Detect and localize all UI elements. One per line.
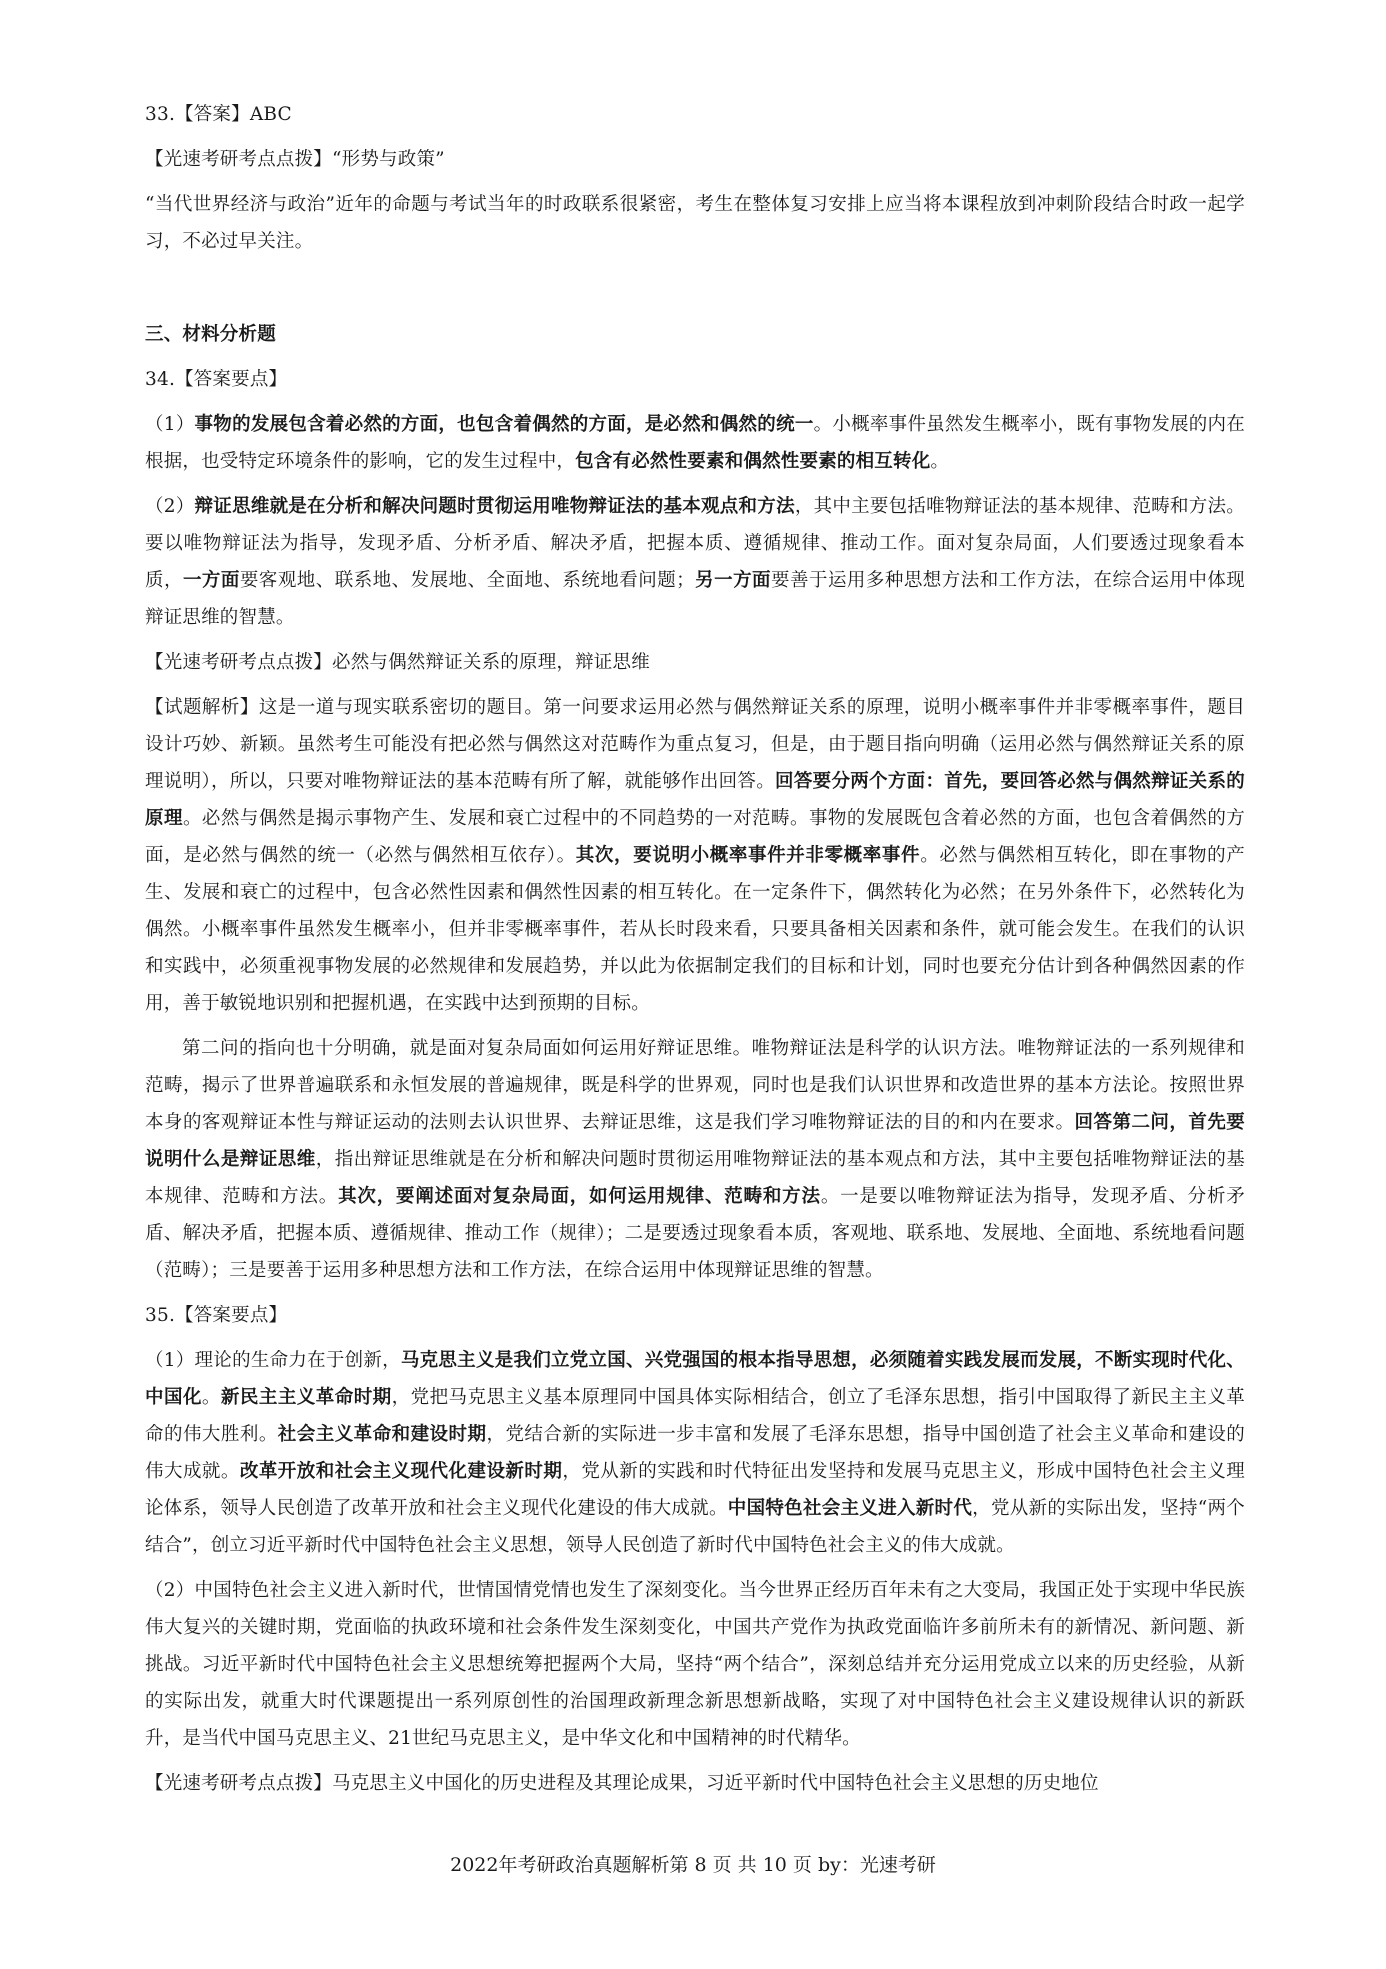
bold-run: 中国特色社会主义进入新时代 xyxy=(727,1498,973,1519)
q34-point-2 xyxy=(145,488,1245,636)
q35-tip: 【光速考研考点点拨】马克思主义中国化的历史进程及其理论成果，习近平新时代中国特色社会主义思想的历史地位 xyxy=(145,1773,1099,1794)
q33-tip-body: “当代世界经济与政治”近年的命题与考试当年的时政联系很紧密，考生在整体复习安排上应当将本课程放到冲刺阶段结合时政一起学习，不必过早关注。 xyxy=(145,194,1245,252)
section-title: 三、材料分析题 xyxy=(145,324,276,345)
bold-run: 马克思主义是我们立党立国、兴党强国的根本指导思想，必须随着实践发展而发展，不断实现时代化、中国化 xyxy=(145,1350,1245,1408)
text-run: （1） xyxy=(145,414,195,435)
q34-analysis-1 xyxy=(145,689,1245,1022)
bold-run: 改革开放和社会主义现代化建设新时期 xyxy=(239,1461,563,1482)
text-run: 。必然与偶然是揭示事物产生、发展和衰亡过程中的不同趋势的一对范畴。事物的发展既包含着必然的方面，也包含着偶然的方面，是必然与偶然的统一（必然与偶然相互依存）。 xyxy=(145,808,1245,866)
bold-run: 包含有必然性要素和偶然性要素的相互转化 xyxy=(575,451,931,472)
q34-analysis-2 xyxy=(145,1030,1245,1289)
text-run: 要客观地、联系地、发展地、全面地、系统地看问题； xyxy=(239,570,695,591)
bold-run: 其次，要说明小概率事件并非零概率事件 xyxy=(575,845,921,866)
bold-run: 一方面 xyxy=(182,570,240,591)
page-footer: 2022年考研政治真题解析第 8 页 共 10 页 by：光速考研 xyxy=(450,1854,936,1876)
bold-run: 事物的发展包含着必然的方面，也包含着偶然的方面，是必然和偶然的统一 xyxy=(194,414,814,435)
q35-answer-heading: 35.【答案要点】 xyxy=(145,1305,288,1326)
text-run: （1）理论的生命力在于创新， xyxy=(145,1350,401,1371)
text-run: 第二问的指向也十分明确，就是面对复杂局面如何运用好辩证思维。唯物辩证法是科学的认识方法。唯物辩证法的一系列规律和范畴，揭示了世界普遍联系和永恒发展的普遍规律，既是科学的世界观，同时也是我们认识世界和改造世界的基本方法论。按照世界本身的客观辩证本性与辩证运动的法则去认识世界、去辩证思维，这是我们学习唯物辩证法的目的和内在要求。 xyxy=(145,1038,1245,1133)
text-run: 。 xyxy=(930,451,950,472)
bold-run: 另一方面 xyxy=(694,570,772,591)
text-run: 。必然与偶然相互转化，即在事物的产生、发展和衰亡的过程中，包含必然性因素和偶然性因素的相互转化。在一定条件下，偶然转化为必然；在另外条件下，必然转化为偶然。小概率事件虽然发生概率小，但并非零概率事件，若从长时段来看，只要具备相关因素和条件，就可能会发生。在我们的认识和实践中，必须重视事物发展的必然规律和发展趋势，并以此为依据制定我们的目标和计划，同时也要充分估计到各种偶然因素的作用，善于敏锐地识别和把握机遇，在实践中达到预期的目标。 xyxy=(145,845,1246,1014)
q35-point-1 xyxy=(145,1342,1245,1564)
bold-run: 辩证思维就是在分析和解决问题时贯彻运用唯物辩证法的基本观点和方法 xyxy=(194,496,795,517)
text-run: 。 xyxy=(201,1387,221,1408)
bold-run: 社会主义革命和建设时期 xyxy=(277,1424,487,1445)
text-run: 【试题解析】这是一道与现实联系密切的题目。第一问要求运用必然与偶然辩证关系的原理，说明小概率事件并非零概率事件，题目设计巧妙、新颖。虽然考生可能没有把必然与偶然这对范畴作为重点复习，但是，由于题目指向明确（运用必然与偶然辩证关系的原理说明），所以，只要对唯物辩证法的基本范畴有所了解，就能够作出回答。 xyxy=(145,697,1245,792)
text-run: 。小概率事件虽然发生概率小，既有事物发展的内在根据，也受特定环境条件的影响，它的发生过程中， xyxy=(145,414,1245,472)
text-run: 要善于运用多种思想方法和工作方法，在综合运用中体现辩证思维的智慧。 xyxy=(145,570,1245,628)
q34-point-1 xyxy=(145,406,1245,480)
text-run: （2）中国特色社会主义进入新时代，世情国情党情也发生了深刻变化。当今世界正经历百年未有之大变局，我国正处于实现中华民族伟大复兴的关键时期，党面临的执政环境和社会条件发生深刻变化，中国共产党作为执政党面临许多前所未有的新情况、新问题、新挑战。习近平新时代中国特色社会主义思想统筹把握两个大局，坚持“两个结合”，深刻总结并充分运用党成立以来的历史经验，从新的实际出发，就重大时代课题提出一系列原创性的治国理政新理念新思想新战略，实现了对中国特色社会主义建设规律认识的新跃升，是当代中国马克思主义、21世纪马克思主义，是中华文化和中国精神的时代精华。 xyxy=(145,1580,1245,1749)
bold-run: 其次，要阐述面对复杂局面，如何运用规律、范畴和方法 xyxy=(338,1186,821,1207)
text-run: ，党从新的实际出发，坚持“两个结合”，创立习近平新时代中国特色社会主义思想，领导人民创造了新时代中国特色社会主义的伟大成就。 xyxy=(145,1498,1245,1556)
q35-point-2 xyxy=(145,1572,1245,1757)
q34-tip: 【光速考研考点点拨】必然与偶然辩证关系的原理，辩证思维 xyxy=(145,652,650,673)
q33-answer-heading: 33.【答案】ABC xyxy=(145,104,292,125)
text-run: （2） xyxy=(145,496,195,517)
q33-tip-heading: 【光速考研考点点拨】“形势与政策” xyxy=(145,149,445,170)
q34-answer-heading: 34.【答案要点】 xyxy=(145,369,288,390)
bold-run: 回答第二问，首先要说明什么是辩证思维 xyxy=(145,1112,1245,1170)
text-run: ，党从新的实践和时代特征出发坚持和发展马克思主义，形成中国特色社会主义理论体系，领导人民创造了改革开放和社会主义现代化建设的伟大成就。 xyxy=(145,1461,1245,1519)
bold-run: 新民主主义革命时期 xyxy=(220,1387,392,1408)
text-run: ，其中主要包括唯物辩证法的基本规律、范畴和方法。要以唯物辩证法为指导，发现矛盾、分析矛盾、解决矛盾，把握本质、遵循规律、推动工作。面对复杂局面，人们要透过现象看本质， xyxy=(145,496,1245,591)
text-run: 。一是要以唯物辩证法为指导，发现矛盾、分析矛盾、解决矛盾，把握本质、遵循规律、推动工作（规律）；二是要透过现象看本质，客观地、联系地、发展地、全面地、系统地看问题（范畴）；三是要善于运用多种思想方法和工作方法，在综合运用中体现辩证思维的智慧。 xyxy=(145,1186,1245,1281)
text-run: ，党结合新的实际进一步丰富和发展了毛泽东思想，指导中国创造了社会主义革命和建设的伟大成就。 xyxy=(145,1424,1245,1482)
text-run: ，党把马克思主义基本原理同中国具体实际相结合，创立了毛泽东思想，指引中国取得了新民主主义革命的伟大胜利。 xyxy=(145,1387,1246,1445)
page-content xyxy=(145,96,1245,1802)
text-run: ，指出辩证思维就是在分析和解决问题时贯彻运用唯物辩证法的基本观点和方法，其中主要包括唯物辩证法的基本规律、范畴和方法。 xyxy=(145,1149,1245,1207)
bold-run: 回答要分两个方面：首先，要回答必然与偶然辩证关系的原理 xyxy=(145,771,1245,829)
